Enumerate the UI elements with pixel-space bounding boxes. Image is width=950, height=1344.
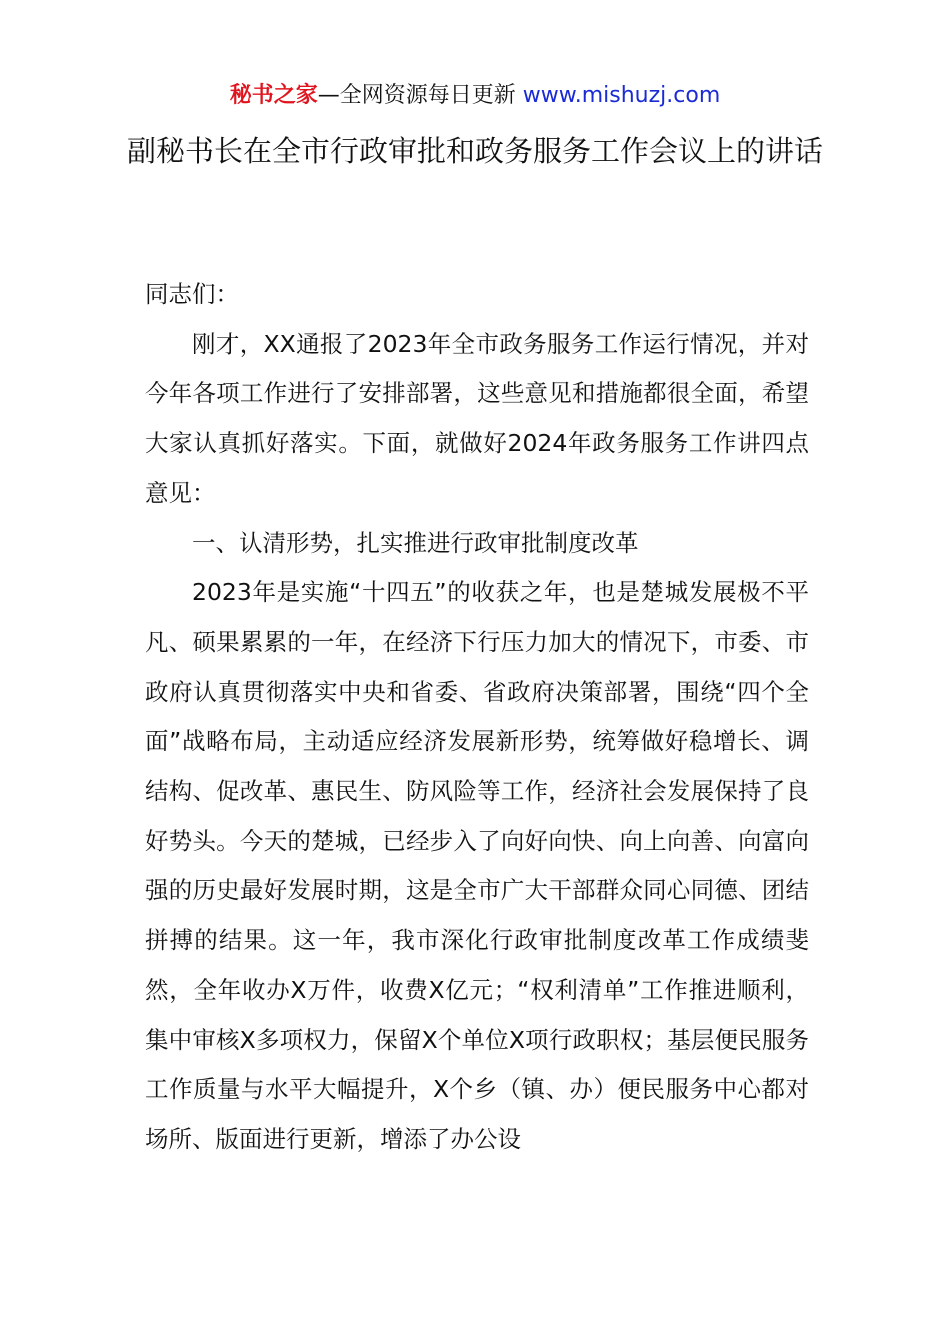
paragraph-review: 2023年是实施“十四五”的收获之年，也是楚城发展极不平凡、硕果累累的一年，在经济下行压力加大的情况下，市委、市政府认真贯彻落实中央和省委、省政府决策部署，围绕“四个全面”战略布局，主动适应经济发展新形势，统筹做好稳增长、调结构、促改革、惠民生、防风险等工作，经济社会发展保持了良好势头。今天的楚城，已经步入了向好向快、向上向善、向富向强的历史最好发展时期，这是全市广大干部群众同心同德、团结拼搏的结果。这一年，我市深化行政审批制度改革工作成绩斐然，全年收办X万件，收费X亿元；“权利清单”工作推进顺利，集中审核X多项权力，保留X个单位X项行政职权；基层便民服务工作质量与水平大幅提升，X个乡（镇、办）便民服务中心都对场所、版面进行更新，增添了办公设 (145, 578, 809, 1153)
site-header (0, 80, 950, 112)
document-title: 副秘书长在全市行政审批和政务服务工作会议上的讲话 (126, 134, 823, 168)
site-url-link[interactable]: www.mishuzj.com (522, 83, 721, 108)
document-body (145, 270, 809, 1165)
site-tagline: —全网资源每日更新 (317, 83, 516, 108)
paragraph-intro: 刚才，XX通报了2023年全市政务服务工作运行情况，并对今年各项工作进行了安排部署，这些意见和措施都很全面，希望大家认真抓好落实。下面，就做好2024年政务服务工作讲四点意见： (145, 329, 809, 507)
site-brand: 秘书之家 (229, 83, 318, 108)
greeting: 同志们： (145, 280, 239, 308)
section-heading-1: 一、认清形势，扎实推进行政审批制度改革 (192, 528, 639, 557)
